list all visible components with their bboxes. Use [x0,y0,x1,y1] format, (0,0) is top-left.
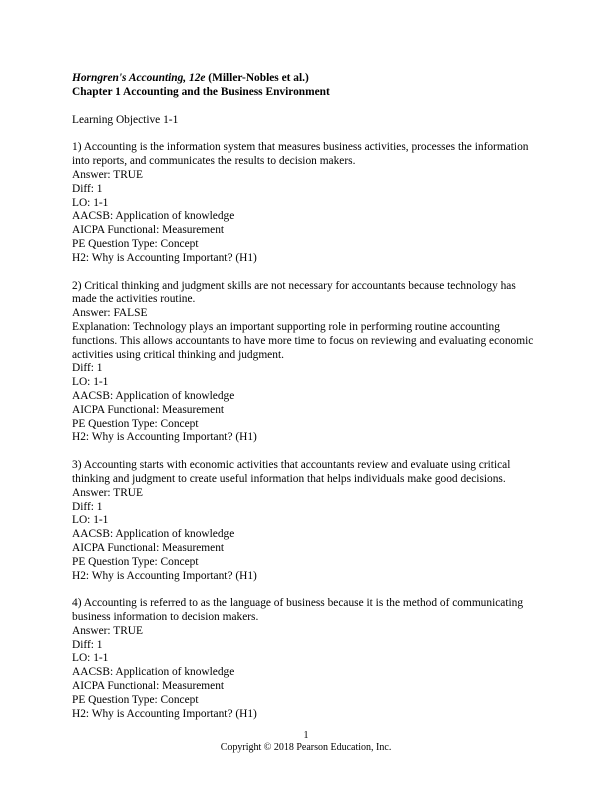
learning-objective: Learning Objective 1-1 [72,113,179,126]
question-lo: LO: 1-1 [72,376,109,389]
book-title: Horngren's Accounting, 12e [72,72,206,84]
question-h2: H2: Why is Accounting Important? (H1) [72,431,257,444]
question-aicpa: AICPA Functional: Measurement [72,680,225,693]
question-diff: Diff: 1 [72,638,103,651]
question-answer: Answer: FALSE [72,307,148,320]
question-aicpa: AICPA Functional: Measurement [72,224,225,237]
question-3 [72,459,542,583]
page-number: 1 [303,730,309,741]
question-text: 4) Accounting is referred to as the language of business because it is the method of communicating business information to decision makers. [72,597,524,624]
question-aicpa: AICPA Functional: Measurement [72,403,225,416]
question-aacsb: AACSB: Application of knowledge [72,666,235,679]
book-authors: (Miller-Nobles et al.) [205,72,309,84]
question-pe-type: PE Question Type: Concept [72,237,199,250]
chapter-title: Chapter 1 Accounting and the Business Environment [72,85,330,98]
question-h2: H2: Why is Accounting Important? (H1) [72,707,257,720]
question-1 [72,141,542,265]
question-h2: H2: Why is Accounting Important? (H1) [72,569,257,582]
question-answer: Answer: TRUE [72,168,143,181]
question-pe-type: PE Question Type: Concept [72,417,199,430]
question-aicpa: AICPA Functional: Measurement [72,541,225,554]
question-4 [72,597,542,721]
question-lo: LO: 1-1 [72,514,109,527]
question-pe-type: PE Question Type: Concept [72,555,199,568]
question-diff: Diff: 1 [72,362,103,375]
question-2 [72,280,542,446]
question-text: 3) Accounting starts with economic activities that accountants review and evaluate using critical thinking and judgment to create useful information that helps individuals make good decisions. [72,459,511,485]
question-diff: Diff: 1 [72,500,103,513]
question-answer: Answer: TRUE [72,624,143,637]
question-aacsb: AACSB: Application of knowledge [72,528,235,541]
question-diff: Diff: 1 [72,182,103,195]
question-pe-type: PE Question Type: Concept [72,693,199,706]
question-answer: Answer: TRUE [72,486,143,499]
question-explanation: Explanation: Technology plays an important supporting role in performing routine accounting functions. This allows accountants to have more time to focus on reviewing and evaluating economic activities using critical thinking and judgment. [72,320,534,361]
question-h2: H2: Why is Accounting Important? (H1) [72,251,257,264]
page-content [72,72,542,721]
question-aacsb: AACSB: Application of knowledge [72,210,235,223]
question-lo: LO: 1-1 [72,652,109,665]
question-lo: LO: 1-1 [72,196,109,209]
question-text: 1) Accounting is the information system that measures business activities, processes the information into reports, and communicates the results to decision makers. [72,141,529,168]
book-title-line [72,72,542,86]
question-aacsb: AACSB: Application of knowledge [72,389,235,402]
question-text: 2) Critical thinking and judgment skills are not necessary for accountants because technology has made the activities routine. [72,279,516,306]
copyright-notice: Copyright © 2018 Pearson Education, Inc. [220,742,392,753]
